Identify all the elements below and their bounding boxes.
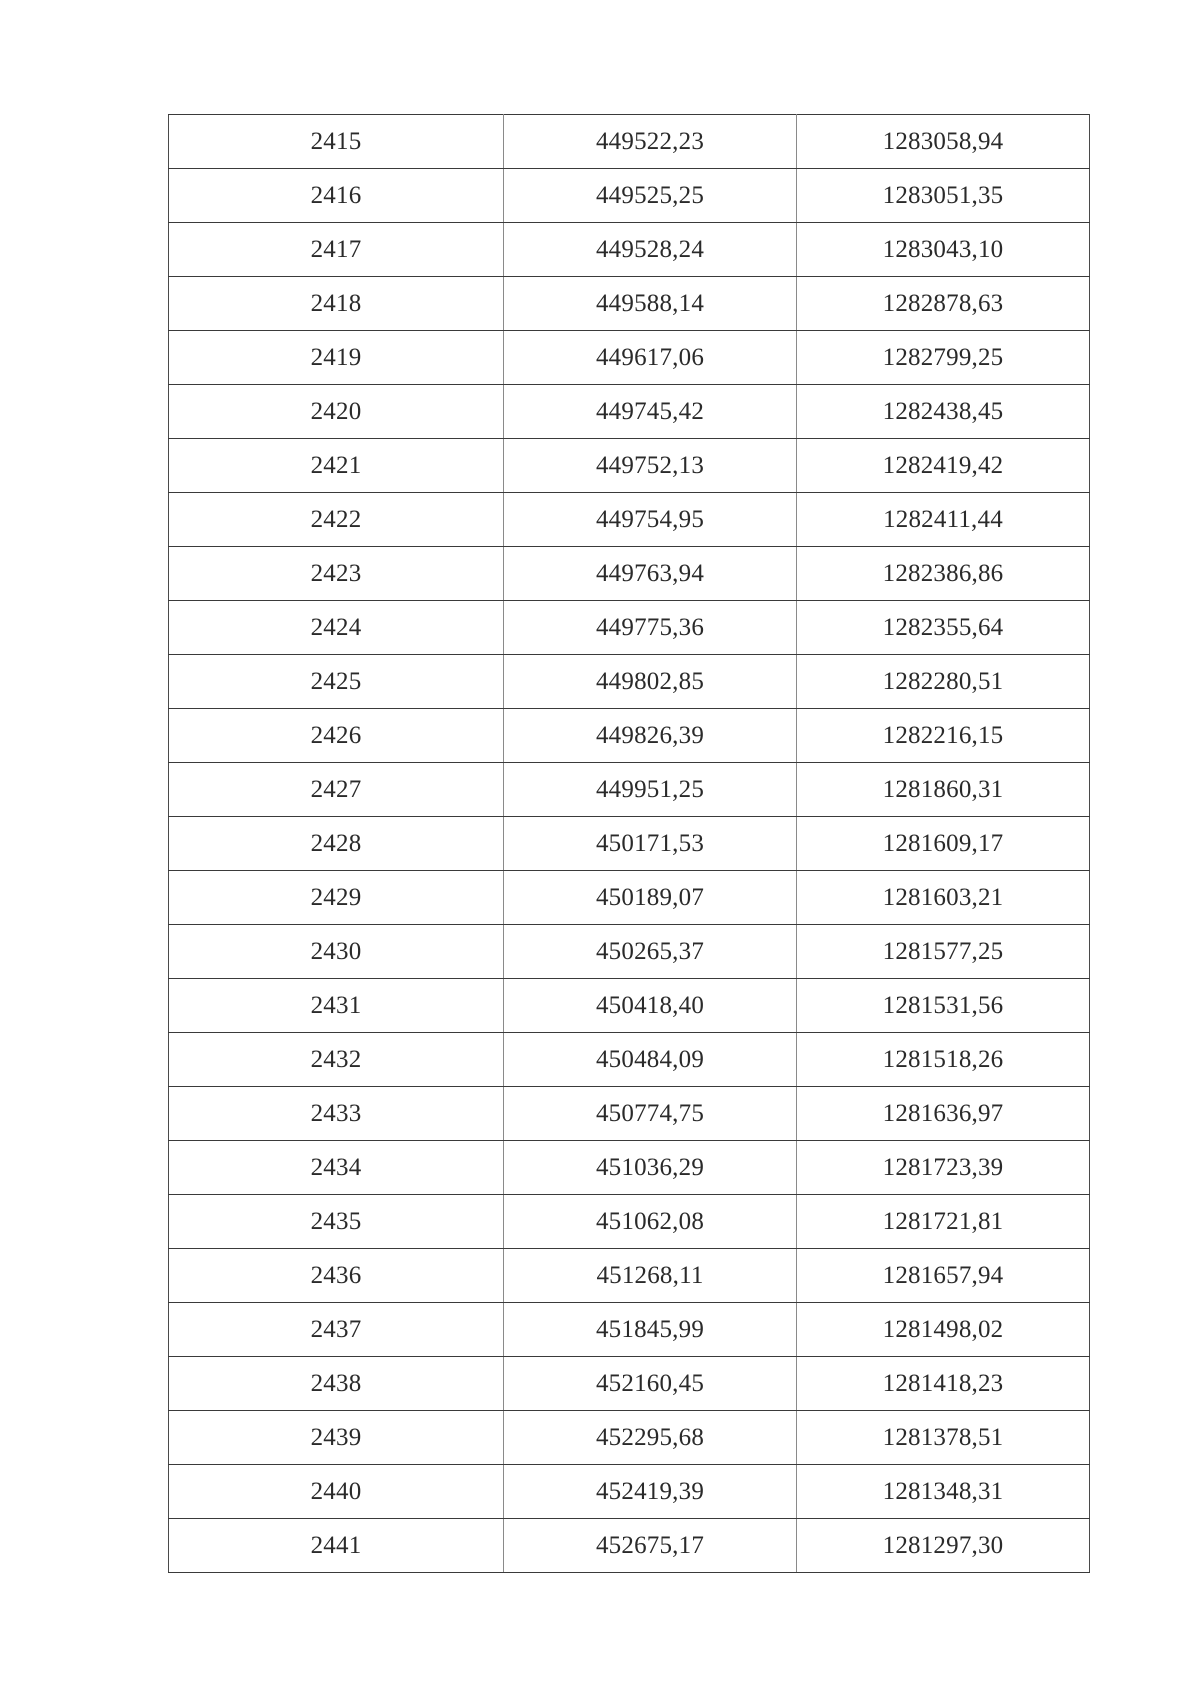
x-coordinate-cell: 450774,75 [504, 1087, 797, 1141]
y-coordinate-cell: 1281297,30 [797, 1519, 1090, 1573]
x-coordinate-cell: 449752,13 [504, 439, 797, 493]
x-coordinate-cell: 449775,36 [504, 601, 797, 655]
table-row [169, 547, 1090, 601]
point-number-cell: 2417 [169, 223, 504, 277]
y-coordinate-cell: 1282438,45 [797, 385, 1090, 439]
table-row [169, 655, 1090, 709]
y-coordinate-cell: 1281723,39 [797, 1141, 1090, 1195]
point-number-cell: 2421 [169, 439, 504, 493]
y-coordinate-cell: 1281418,23 [797, 1357, 1090, 1411]
x-coordinate-cell: 449754,95 [504, 493, 797, 547]
point-number-cell: 2420 [169, 385, 504, 439]
table-row [169, 1087, 1090, 1141]
table-row [169, 709, 1090, 763]
point-number-cell: 2439 [169, 1411, 504, 1465]
y-coordinate-cell: 1282799,25 [797, 331, 1090, 385]
table-row [169, 1195, 1090, 1249]
point-number-cell: 2415 [169, 115, 504, 169]
point-number-cell: 2423 [169, 547, 504, 601]
x-coordinate-cell: 449745,42 [504, 385, 797, 439]
point-number-cell: 2418 [169, 277, 504, 331]
table-row [169, 763, 1090, 817]
x-coordinate-cell: 449522,23 [504, 115, 797, 169]
y-coordinate-cell: 1282216,15 [797, 709, 1090, 763]
point-number-cell: 2436 [169, 1249, 504, 1303]
table-row [169, 331, 1090, 385]
x-coordinate-cell: 452675,17 [504, 1519, 797, 1573]
point-number-cell: 2426 [169, 709, 504, 763]
y-coordinate-cell: 1282280,51 [797, 655, 1090, 709]
point-number-cell: 2434 [169, 1141, 504, 1195]
table-row [169, 277, 1090, 331]
table-row [169, 1303, 1090, 1357]
table-row [169, 1141, 1090, 1195]
y-coordinate-cell: 1283051,35 [797, 169, 1090, 223]
x-coordinate-cell: 449588,14 [504, 277, 797, 331]
y-coordinate-cell: 1281636,97 [797, 1087, 1090, 1141]
point-number-cell: 2433 [169, 1087, 504, 1141]
y-coordinate-cell: 1282411,44 [797, 493, 1090, 547]
point-number-cell: 2419 [169, 331, 504, 385]
x-coordinate-cell: 449802,85 [504, 655, 797, 709]
x-coordinate-cell: 451062,08 [504, 1195, 797, 1249]
x-coordinate-cell: 452160,45 [504, 1357, 797, 1411]
table-row [169, 223, 1090, 277]
table-row [169, 493, 1090, 547]
point-number-cell: 2429 [169, 871, 504, 925]
y-coordinate-cell: 1282355,64 [797, 601, 1090, 655]
x-coordinate-cell: 450265,37 [504, 925, 797, 979]
table-row [169, 925, 1090, 979]
point-number-cell: 2425 [169, 655, 504, 709]
y-coordinate-cell: 1282386,86 [797, 547, 1090, 601]
y-coordinate-cell: 1281531,56 [797, 979, 1090, 1033]
y-coordinate-cell: 1283043,10 [797, 223, 1090, 277]
x-coordinate-cell: 449951,25 [504, 763, 797, 817]
table-row [169, 1465, 1090, 1519]
table-row [169, 115, 1090, 169]
y-coordinate-cell: 1281518,26 [797, 1033, 1090, 1087]
x-coordinate-cell: 450484,09 [504, 1033, 797, 1087]
table-row [169, 1033, 1090, 1087]
point-number-cell: 2427 [169, 763, 504, 817]
x-coordinate-cell: 450418,40 [504, 979, 797, 1033]
x-coordinate-cell: 449763,94 [504, 547, 797, 601]
x-coordinate-cell: 450171,53 [504, 817, 797, 871]
table-row [169, 1411, 1090, 1465]
x-coordinate-cell: 451845,99 [504, 1303, 797, 1357]
point-number-cell: 2430 [169, 925, 504, 979]
x-coordinate-cell: 452419,39 [504, 1465, 797, 1519]
point-number-cell: 2437 [169, 1303, 504, 1357]
table-row [169, 979, 1090, 1033]
point-number-cell: 2440 [169, 1465, 504, 1519]
x-coordinate-cell: 451268,11 [504, 1249, 797, 1303]
y-coordinate-cell: 1281577,25 [797, 925, 1090, 979]
point-number-cell: 2422 [169, 493, 504, 547]
y-coordinate-cell: 1283058,94 [797, 115, 1090, 169]
y-coordinate-cell: 1281603,21 [797, 871, 1090, 925]
point-number-cell: 2416 [169, 169, 504, 223]
x-coordinate-cell: 451036,29 [504, 1141, 797, 1195]
y-coordinate-cell: 1281609,17 [797, 817, 1090, 871]
table-row [169, 871, 1090, 925]
x-coordinate-cell: 449826,39 [504, 709, 797, 763]
y-coordinate-cell: 1281498,02 [797, 1303, 1090, 1357]
y-coordinate-cell: 1281860,31 [797, 763, 1090, 817]
y-coordinate-cell: 1282419,42 [797, 439, 1090, 493]
x-coordinate-cell: 449617,06 [504, 331, 797, 385]
y-coordinate-cell: 1281721,81 [797, 1195, 1090, 1249]
x-coordinate-cell: 449525,25 [504, 169, 797, 223]
table-row [169, 1249, 1090, 1303]
point-number-cell: 2441 [169, 1519, 504, 1573]
y-coordinate-cell: 1281348,31 [797, 1465, 1090, 1519]
coordinates-table [168, 114, 1090, 1573]
point-number-cell: 2432 [169, 1033, 504, 1087]
table-row [169, 601, 1090, 655]
point-number-cell: 2424 [169, 601, 504, 655]
table-row [169, 1519, 1090, 1573]
x-coordinate-cell: 450189,07 [504, 871, 797, 925]
point-number-cell: 2428 [169, 817, 504, 871]
y-coordinate-cell: 1281378,51 [797, 1411, 1090, 1465]
table-row [169, 1357, 1090, 1411]
table-row [169, 385, 1090, 439]
table-body [169, 115, 1090, 1573]
table-row [169, 817, 1090, 871]
x-coordinate-cell: 452295,68 [504, 1411, 797, 1465]
x-coordinate-cell: 449528,24 [504, 223, 797, 277]
y-coordinate-cell: 1282878,63 [797, 277, 1090, 331]
point-number-cell: 2431 [169, 979, 504, 1033]
table-row [169, 169, 1090, 223]
point-number-cell: 2438 [169, 1357, 504, 1411]
point-number-cell: 2435 [169, 1195, 504, 1249]
y-coordinate-cell: 1281657,94 [797, 1249, 1090, 1303]
table-row [169, 439, 1090, 493]
